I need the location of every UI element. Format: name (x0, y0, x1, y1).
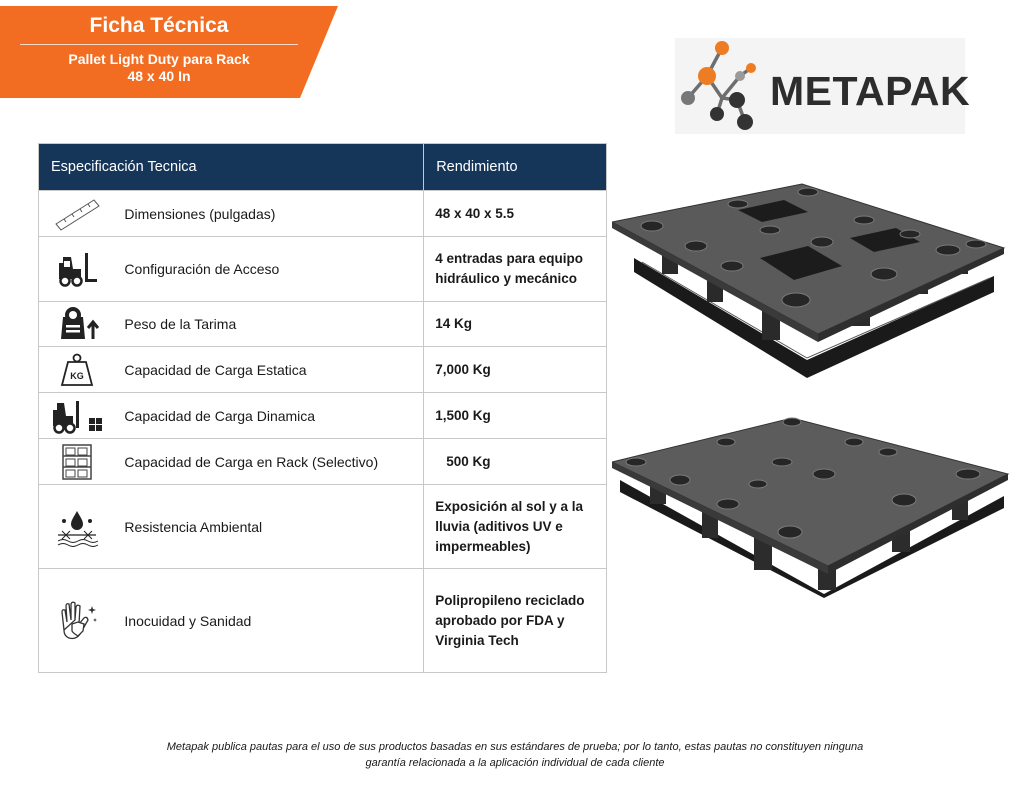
pallet-image-top (612, 182, 1012, 378)
row-label: Configuración de Acceso (114, 237, 423, 302)
table-row (39, 237, 607, 302)
brand-wordmark: METAPAK (770, 68, 971, 114)
table-row (39, 485, 607, 569)
row-value: 7,000 Kg (424, 347, 607, 393)
row-label: Peso de la Tarima (114, 302, 423, 347)
row-value: 1,500 Kg (424, 393, 607, 439)
pallet-image-bottom (612, 416, 1012, 598)
table-row (39, 569, 607, 673)
weight-scale-icon (55, 305, 99, 343)
row-label: Resistencia Ambiental (114, 485, 423, 569)
forklift-icon (55, 249, 99, 289)
molecule-icon (675, 38, 770, 134)
disclaimer-line1: Metapak publica pautas para el uso de sus productos basadas en sus estándares de prueba; por lo tanto, estas pautas no constituyen ninguna (166, 741, 864, 753)
rack-icon (60, 443, 94, 481)
row-value: 4 entradas para equipo hidráulico y mecánico (424, 237, 607, 302)
table-row (39, 191, 607, 237)
hand-shield-icon (54, 600, 100, 642)
svg-text:KG: KG (69, 370, 84, 381)
table-row (39, 347, 607, 393)
product-name-line2: 48 x 40 In (127, 68, 191, 84)
product-name (20, 51, 298, 85)
table-row (39, 439, 607, 485)
table-header-row (39, 144, 607, 191)
disclaimer-line2: garantía relacionada a la aplicación individual de cada cliente (365, 757, 665, 769)
row-value: 500 Kg (424, 439, 607, 485)
row-label: Capacidad de Carga en Rack (Selectivo) (114, 439, 423, 485)
row-value: 48 x 40 x 5.5 (424, 191, 607, 237)
header-performance: Rendimiento (424, 144, 607, 191)
row-value: Exposición al sol y a la lluvia (aditivos UV e impermeables) (424, 485, 607, 569)
row-value: Polipropileno reciclado aprobado por FDA y Virginia Tech (424, 569, 607, 673)
row-value: 14 Kg (424, 302, 607, 347)
row-label: Dimensiones (pulgadas) (114, 191, 423, 237)
row-label: Capacidad de Carga Estatica (114, 347, 423, 393)
header-ribbon (0, 0, 360, 98)
disclaimer (80, 739, 950, 771)
page-title: Ficha Técnica (89, 14, 229, 37)
table-row (39, 393, 607, 439)
water-drops-icon (54, 507, 100, 547)
table-row (39, 302, 607, 347)
row-label: Inocuidad y Sanidad (114, 569, 423, 673)
ruler-icon (50, 194, 104, 234)
header-spec: Especificación Tecnica (39, 144, 424, 191)
kg-weight-icon (59, 352, 95, 388)
metapak-logo (675, 38, 971, 134)
product-name-line1: Pallet Light Duty para Rack (68, 51, 250, 67)
forklift-boxes-icon (49, 398, 105, 434)
spec-table (38, 143, 607, 673)
title-divider (20, 44, 298, 45)
row-label: Capacidad de Carga Dinamica (114, 393, 423, 439)
